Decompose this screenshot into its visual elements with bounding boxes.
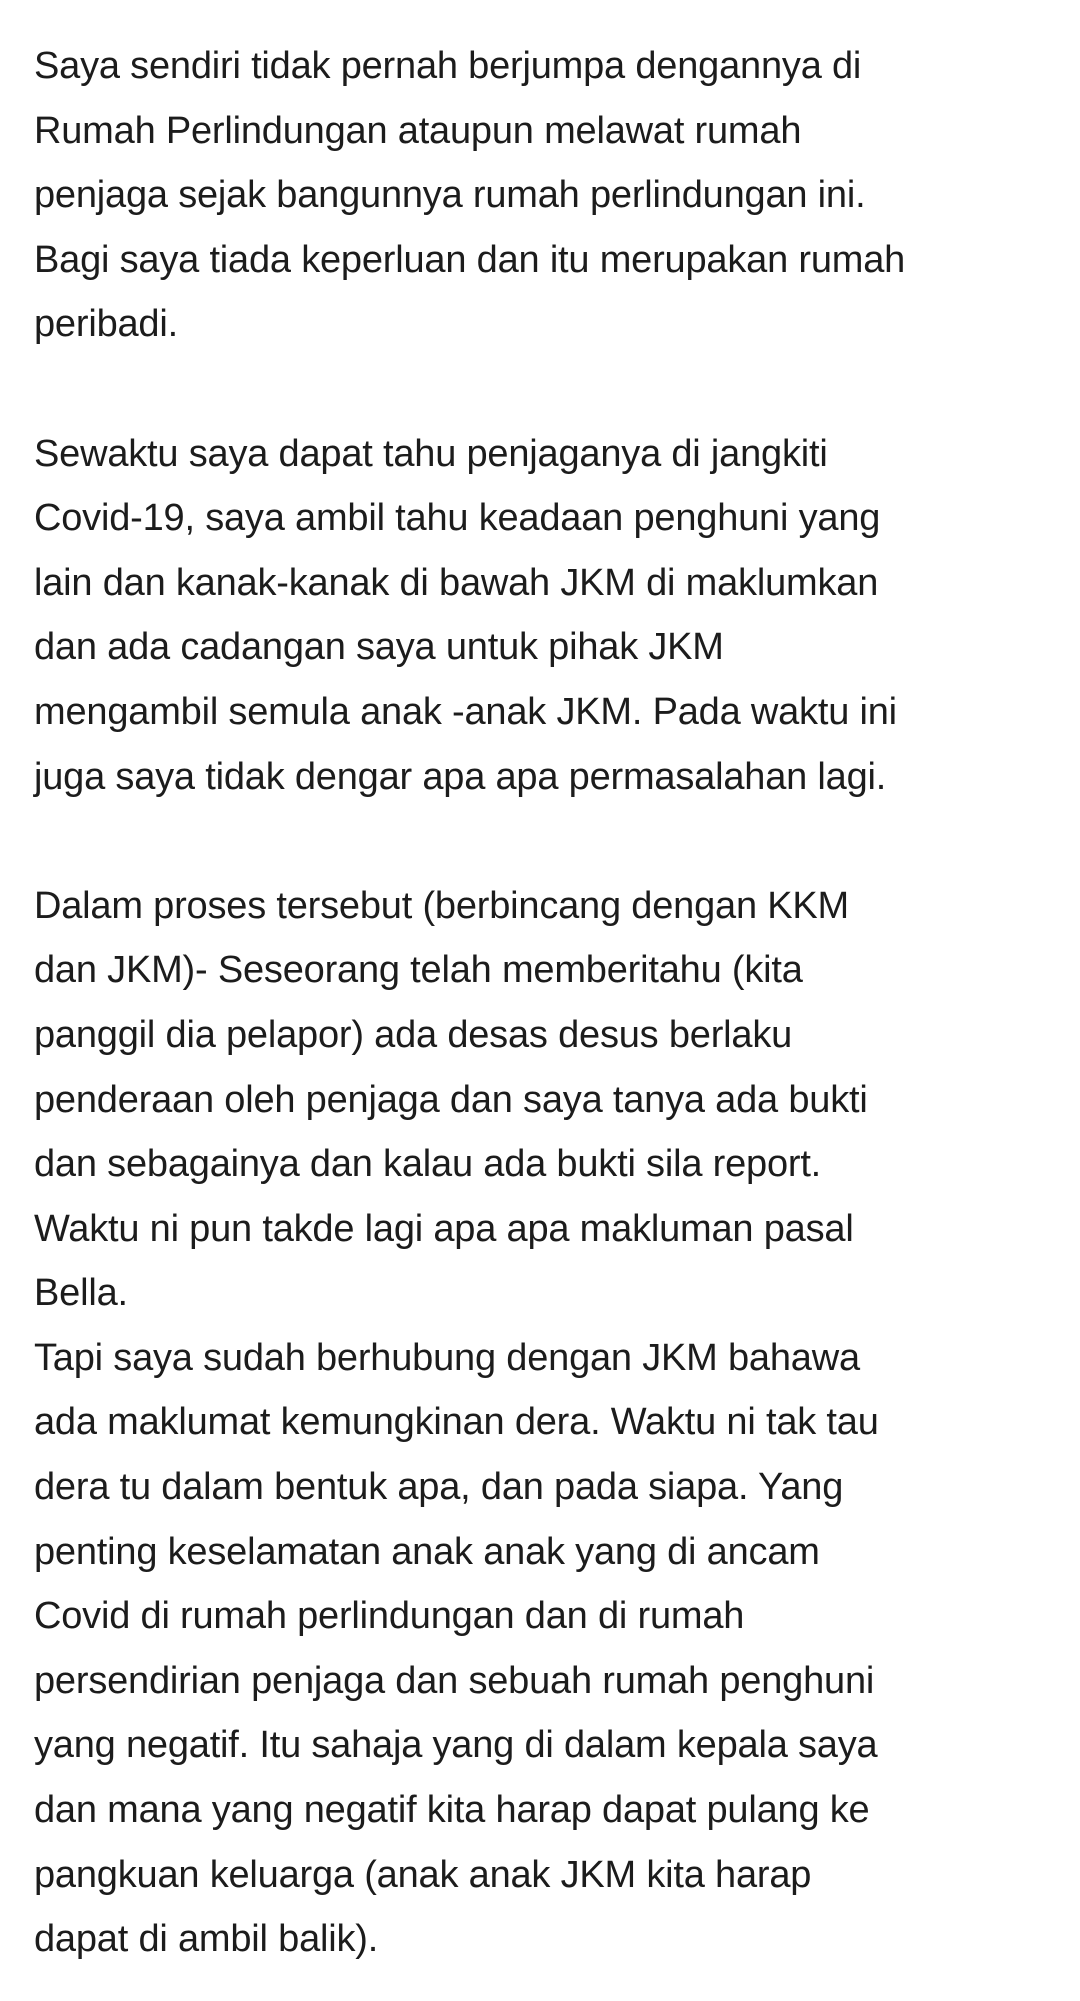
text-line: Rumah Perlindungan ataupun melawat rumah xyxy=(34,109,802,152)
paragraph-3 xyxy=(34,874,1054,1326)
text-line: Bella. xyxy=(34,1272,128,1315)
text-line: dan sebagainya dan kalau ada bukti sila report. xyxy=(34,1143,822,1186)
paragraph-4 xyxy=(34,1326,1054,1972)
text-line: dan mana yang negatif kita harap dapat pulang ke xyxy=(34,1789,870,1832)
text-line: dapat di ambil balik). xyxy=(34,1918,379,1961)
text-line: peribadi. xyxy=(34,303,178,346)
paragraph-gap xyxy=(34,357,1054,422)
text-line: juga saya tidak dengar apa apa permasalahan lagi. xyxy=(34,755,887,798)
paragraph-gap xyxy=(34,809,1054,874)
text-line: panggil dia pelapor) ada desas desus berlaku xyxy=(34,1013,793,1056)
text-line: Dalam proses tersebut (berbincang dengan KKM xyxy=(34,884,849,927)
text-line: Tapi saya sudah berhubung dengan JKM bahawa xyxy=(34,1336,860,1379)
text-line: dan JKM)- Seseorang telah memberitahu (kita xyxy=(34,949,803,992)
text-line: ada maklumat kemungkinan dera. Waktu ni tak tau xyxy=(34,1401,879,1444)
text-line: Sewaktu saya dapat tahu penjaganya di jangkiti xyxy=(34,432,828,475)
text-line: pangkuan keluarga (anak anak JKM kita harap xyxy=(34,1853,812,1896)
text-line: persendirian penjaga dan sebuah rumah penghuni xyxy=(34,1659,875,1702)
text-line: penderaan oleh penjaga dan saya tanya ada bukti xyxy=(34,1078,868,1121)
paragraph-1 xyxy=(34,34,1054,357)
text-line: penjaga sejak bangunnya rumah perlindungan ini. xyxy=(34,174,866,217)
text-line: dan ada cadangan saya untuk pihak JKM xyxy=(34,626,724,669)
text-line: yang negatif. Itu sahaja yang di dalam kepala saya xyxy=(34,1724,878,1767)
text-line: dera tu dalam bentuk apa, dan pada siapa. Yang xyxy=(34,1466,844,1509)
text-line: Bagi saya tiada keperluan dan itu merupakan rumah xyxy=(34,238,906,281)
text-line: penting keselamatan anak anak yang di ancam xyxy=(34,1530,820,1573)
paragraph-2 xyxy=(34,422,1054,810)
text-line: lain dan kanak-kanak di bawah JKM di maklumkan xyxy=(34,561,879,604)
text-line: mengambil semula anak -anak JKM. Pada waktu ini xyxy=(34,690,897,733)
text-line: Saya sendiri tidak pernah berjumpa dengannya di xyxy=(34,45,862,87)
text-line: Covid di rumah perlindungan dan di rumah xyxy=(34,1595,745,1638)
article-body xyxy=(34,34,1054,1972)
text-line: Covid-19, saya ambil tahu keadaan penghuni yang xyxy=(34,497,881,540)
text-line: Waktu ni pun takde lagi apa apa makluman pasal xyxy=(34,1207,854,1250)
